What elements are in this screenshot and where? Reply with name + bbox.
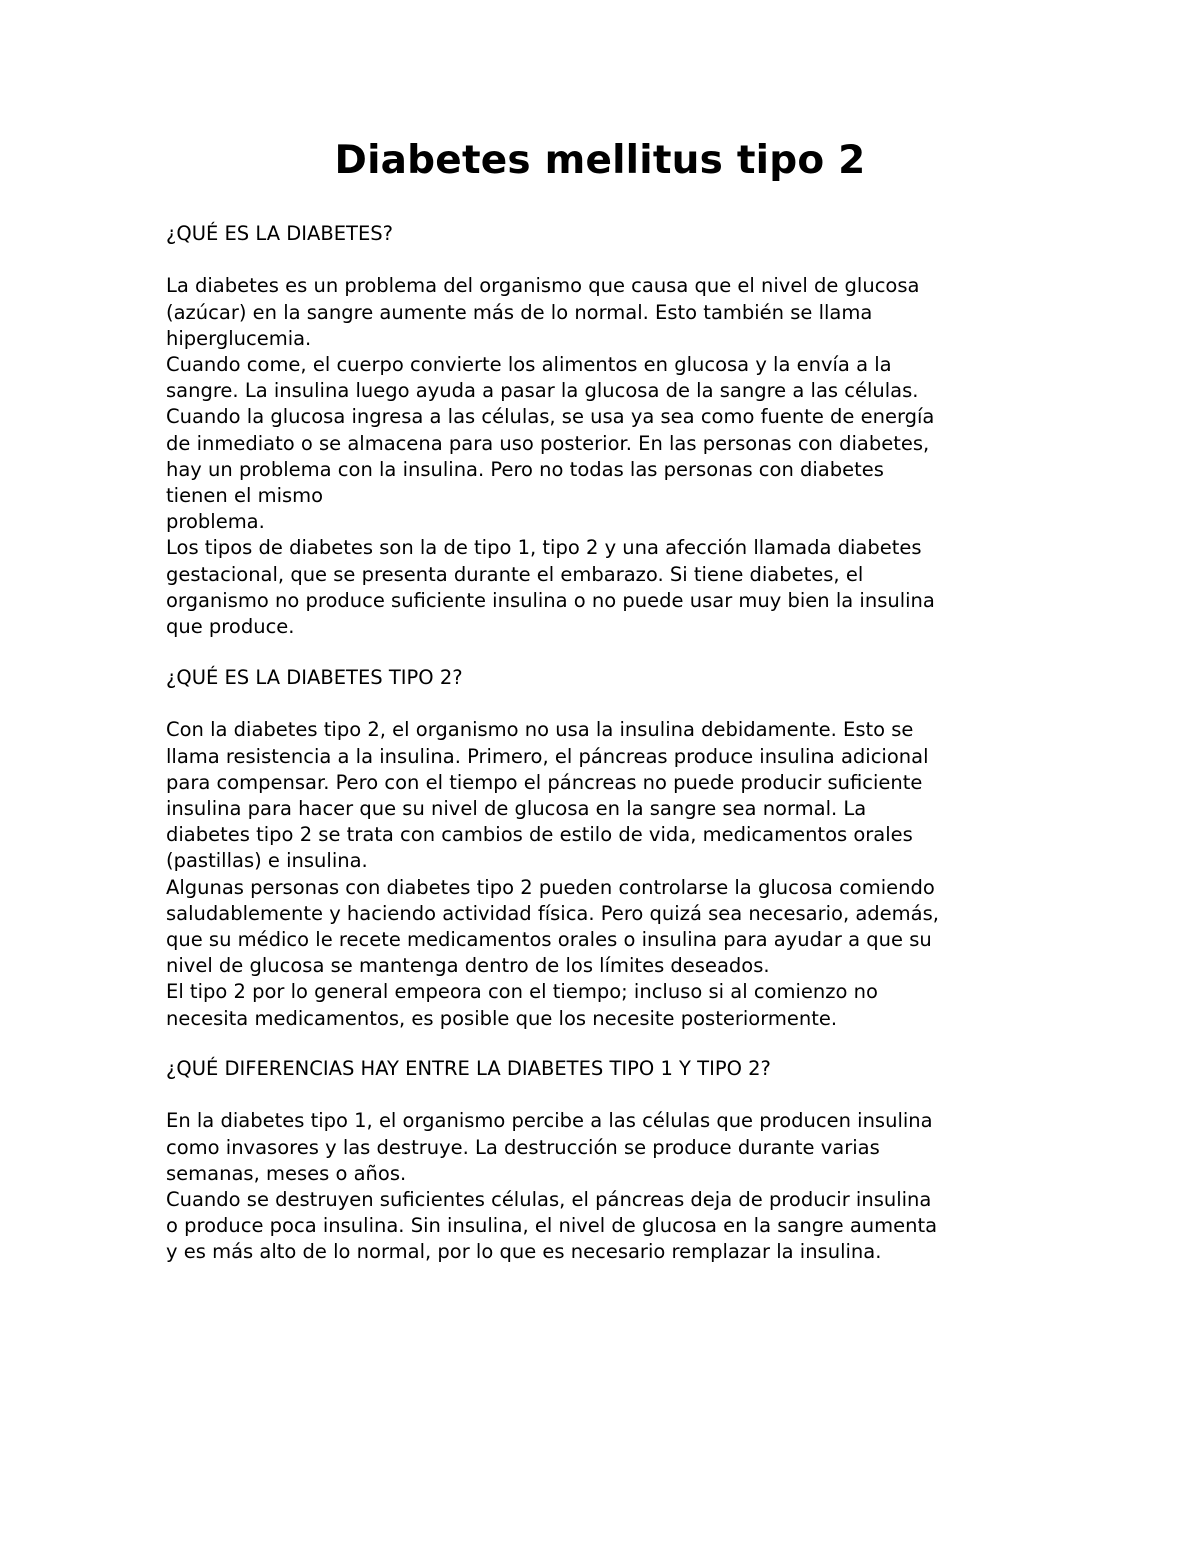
- section-heading: ¿QUÉ ES LA DIABETES?: [166, 222, 394, 245]
- text-line: hay un problema con la insulina. Pero no todas las personas con diabetes: [166, 457, 884, 481]
- section-diferencias-tipo-1-y-tipo-2: [166, 1056, 1036, 1266]
- text-line: de inmediato o se almacena para uso posterior. En las personas con diabetes,: [166, 431, 930, 455]
- text-line: para compensar. Pero con el tiempo el páncreas no puede producir suficiente: [166, 770, 923, 794]
- text-line: Algunas personas con diabetes tipo 2 pueden controlarse la glucosa comiendo: [166, 875, 935, 899]
- text-line: llama resistencia a la insulina. Primero, el páncreas produce insulina adicional: [166, 744, 929, 768]
- text-line: Cuando la glucosa ingresa a las células, se usa ya sea como fuente de energía: [166, 405, 935, 429]
- section-heading: ¿QUÉ DIFERENCIAS HAY ENTRE LA DIABETES TIPO 1 Y TIPO 2?: [166, 1057, 771, 1080]
- text-line: (pastillas) e insulina.: [166, 849, 368, 873]
- text-line: sangre. La insulina luego ayuda a pasar la glucosa de la sangre a las células.: [166, 379, 919, 403]
- text-line: (azúcar) en la sangre aumente más de lo normal. Esto también se llama: [166, 300, 873, 324]
- text-line: diabetes tipo 2 se trata con cambios de estilo de vida, medicamentos orales: [166, 823, 913, 847]
- text-line: necesita medicamentos, es posible que los necesite posteriormente.: [166, 1006, 838, 1030]
- text-line: organismo no produce suficiente insulina o no puede usar muy bien la insulina: [166, 588, 935, 612]
- text-line: El tipo 2 por lo general empeora con el tiempo; incluso si al comienzo no: [166, 980, 878, 1004]
- text-line: o produce poca insulina. Sin insulina, el nivel de glucosa en la sangre aumenta: [166, 1214, 938, 1238]
- text-line: tienen el mismo: [166, 484, 324, 508]
- document-title: Diabetes mellitus tipo 2: [334, 138, 866, 183]
- text-line: como invasores y las destruye. La destrucción se produce durante varias: [166, 1135, 880, 1159]
- text-line: y es más alto de lo normal, por lo que es necesario remplazar la insulina.: [166, 1240, 882, 1264]
- text-line: gestacional, que se presenta durante el embarazo. Si tiene diabetes, el: [166, 562, 864, 586]
- text-line: Con la diabetes tipo 2, el organismo no usa la insulina debidamente. Esto se: [166, 718, 914, 742]
- text-line: saludablemente y haciendo actividad física. Pero quizá sea necesario, además,: [166, 901, 939, 925]
- section-heading: ¿QUÉ ES LA DIABETES TIPO 2?: [166, 666, 463, 689]
- text-line: nivel de glucosa se mantenga dentro de los límites deseados.: [166, 954, 770, 978]
- text-line: En la diabetes tipo 1, el organismo percibe a las células que producen insulina: [166, 1109, 933, 1133]
- text-line: insulina para hacer que su nivel de glucosa en la sangre sea normal. La: [166, 797, 867, 820]
- text-line: Los tipos de diabetes son la de tipo 1, tipo 2 y una afección llamada diabetes: [166, 536, 922, 560]
- section-que-es-la-diabetes-tipo-2: [166, 665, 1036, 1032]
- section-body: [166, 273, 1036, 640]
- text-line: semanas, meses o años.: [166, 1161, 407, 1185]
- section-body: [166, 717, 1036, 1031]
- text-line: Cuando come, el cuerpo convierte los alimentos en glucosa y la envía a la: [166, 353, 892, 376]
- text-line: La diabetes es un problema del organismo que causa que el nivel de glucosa: [166, 274, 920, 298]
- text-line: que produce.: [166, 615, 295, 639]
- text-line: Cuando se destruyen suficientes células, el páncreas deja de producir insulina: [166, 1188, 932, 1211]
- section-body: [166, 1108, 1036, 1265]
- text-line: que su médico le recete medicamentos orales o insulina para ayudar a que su: [166, 928, 932, 952]
- text-line: problema.: [166, 510, 265, 534]
- text-line: hiperglucemia.: [166, 326, 312, 350]
- section-que-es-la-diabetes: [166, 221, 1036, 640]
